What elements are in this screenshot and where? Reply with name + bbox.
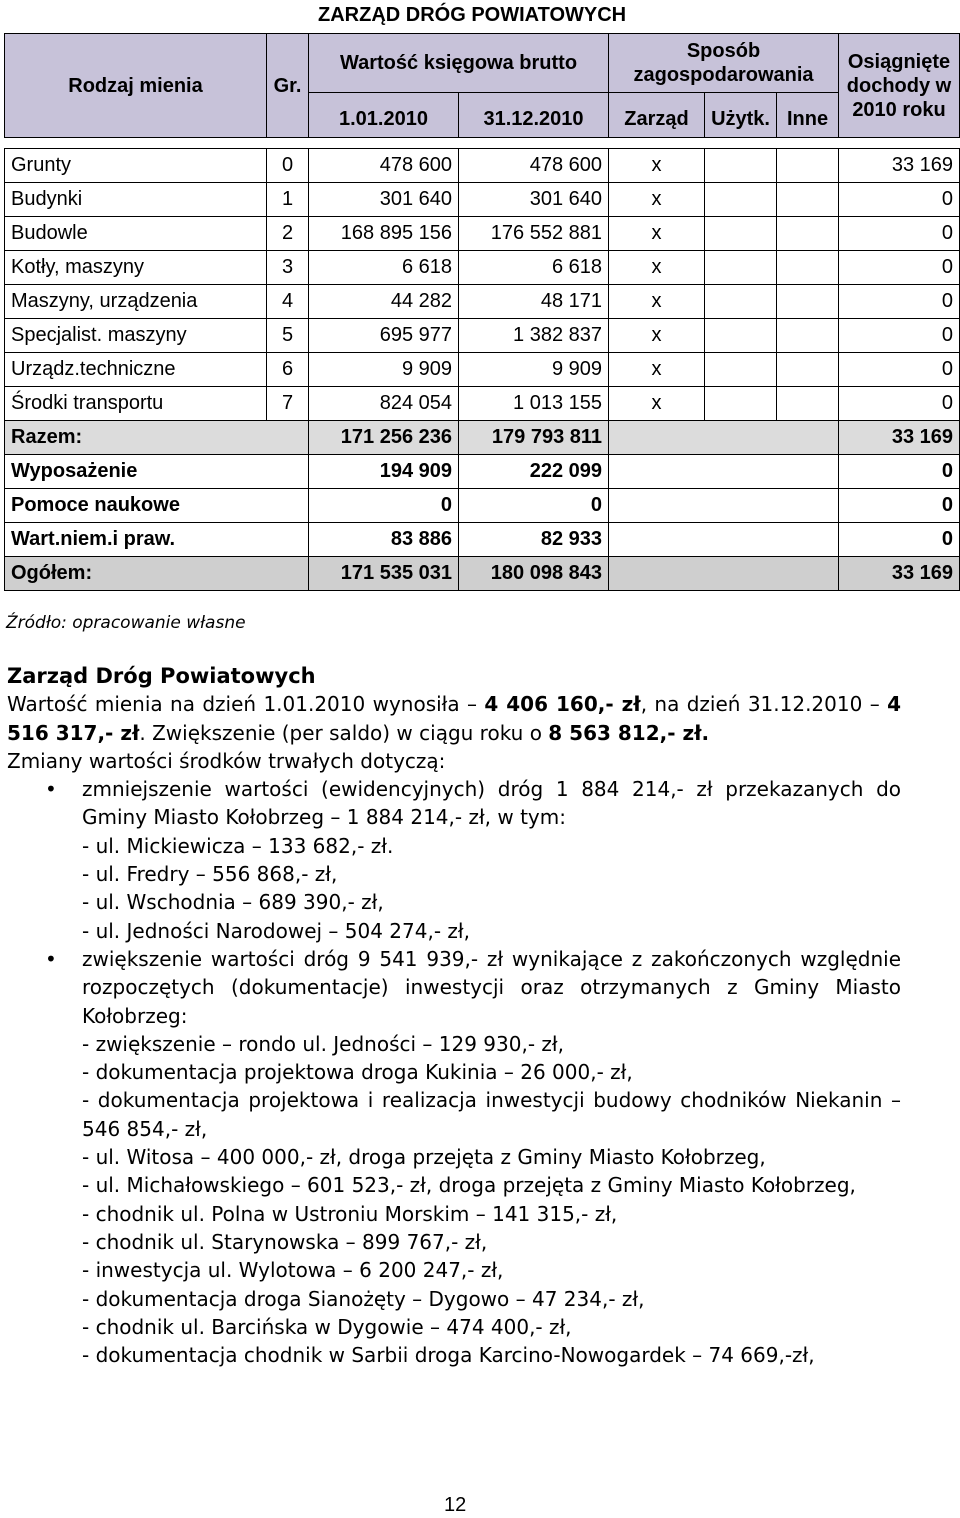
cell-gr: 0: [267, 149, 309, 183]
cell-dochody: 0: [839, 523, 960, 557]
bullet-increase-item: - zwiększenie – rondo ul. Jedności – 129 930,- zł,: [82, 1031, 564, 1056]
cell-uzytk: [705, 149, 777, 183]
cell-value-end: 6 618: [459, 251, 609, 285]
value-increase: 8 563 812,- zł.: [548, 720, 710, 745]
cell-rodzaj: Grunty: [5, 149, 267, 183]
cell-value-start: 6 618: [309, 251, 459, 285]
razem-row: [5, 421, 960, 455]
bullet-decrease-item: - ul. Wschodnia – 689 390,- zł,: [82, 890, 384, 915]
cell-gr: 4: [267, 285, 309, 319]
cell-value-start: 824 054: [309, 387, 459, 421]
bullet-decrease-text: • zmniejszenie wartości (ewidencyjnych) dróg 1 884 214,- zł przekazanych do Gminy Miasto Kołobrzeg – 1 884 214,- zł, w tym:: [82, 777, 901, 830]
bullet-decrease-item: - ul. Fredry – 556 868,- zł,: [82, 862, 338, 887]
bullet-increase-item: - dokumentacja projektowa droga Kukinia – 26 000,- zł,: [82, 1060, 633, 1085]
cell-inne: [777, 251, 839, 285]
changes-lead: Zmiany wartości środków trwałych dotyczą:: [7, 748, 446, 773]
cell-dochody: 0: [839, 387, 960, 421]
cell-rodzaj: Wart.niem.i praw.: [5, 523, 309, 557]
cell-uzytk: [705, 319, 777, 353]
cell-value-start: 9 909: [309, 353, 459, 387]
cell-uzytk: [705, 285, 777, 319]
bullet-increase-item: - chodnik ul. Barcińska w Dygowie – 474 400,- zł,: [82, 1314, 572, 1339]
bullet-increase-item: - chodnik ul. Polna w Ustroniu Morskim – 141 315,- zł,: [82, 1201, 618, 1226]
cell-value-end: 180 098 843: [459, 557, 609, 591]
cell-inne: [777, 387, 839, 421]
cell-dochody: 0: [839, 183, 960, 217]
cell-gr: 1: [267, 183, 309, 217]
cell-zarzad: x: [609, 251, 705, 285]
cell-value-start: 301 640: [309, 183, 459, 217]
header-wartosc: Wartość księgowa brutto: [309, 34, 609, 93]
header-gr: Gr.: [267, 34, 309, 138]
cell-value-end: 82 933: [459, 523, 609, 557]
cell-dochody: 0: [839, 353, 960, 387]
value-start: 4 406 160,- zł: [484, 692, 641, 717]
cell-dochody: 33 169: [839, 421, 960, 455]
cell-inne: [777, 217, 839, 251]
cell-sposob: [609, 523, 839, 557]
cell-value-start: 171 256 236: [309, 421, 459, 455]
cell-value-start: 44 282: [309, 285, 459, 319]
cell-zarzad: x: [609, 319, 705, 353]
cell-inne: [777, 319, 839, 353]
cell-zarzad: x: [609, 149, 705, 183]
cell-gr: 3: [267, 251, 309, 285]
header-inne: Inne: [777, 93, 839, 138]
intro-text-2: , na dzień 31.12.2010 –: [640, 692, 888, 717]
bullet-decrease-item: - ul. Jedności Narodowej – 504 274,- zł,: [82, 918, 470, 943]
table-row: [5, 523, 960, 557]
cell-gr: 5: [267, 319, 309, 353]
cell-rodzaj: Wyposażenie: [5, 455, 309, 489]
cell-value-start: 695 977: [309, 319, 459, 353]
table-row: [5, 183, 960, 217]
table-row: [5, 353, 960, 387]
cell-rodzaj: Ogółem:: [5, 557, 309, 591]
cell-zarzad: x: [609, 183, 705, 217]
cell-zarzad: x: [609, 353, 705, 387]
cell-inne: [777, 353, 839, 387]
cell-value-end: 179 793 811: [459, 421, 609, 455]
table-row: [5, 217, 960, 251]
table-source: Źródło: opracowanie własne: [6, 613, 246, 633]
cell-dochody: 0: [839, 319, 960, 353]
bullet-increase-text: • zwiększenie wartości dróg 9 541 939,- zł wynikające z zakończonych względnie rozpoczętych (dokumentacje) inwestycji oraz otrzymanych z Gminy Miasto Kołobrzeg:: [82, 946, 901, 1028]
intro-text-3: . Zwiększenie (per saldo) w ciągu roku o: [139, 720, 549, 745]
cell-zarzad: x: [609, 217, 705, 251]
bullet-increase-item: - ul. Michałowskiego – 601 523,- zł, droga przejęta z Gminy Miasto Kołobrzeg,: [82, 1173, 856, 1198]
cell-zarzad: x: [609, 387, 705, 421]
cell-gr: 2: [267, 217, 309, 251]
cell-value-end: 478 600: [459, 149, 609, 183]
cell-rodzaj: Pomoce naukowe: [5, 489, 309, 523]
cell-rodzaj: Budowle: [5, 217, 267, 251]
changes-list: [7, 775, 901, 1369]
table-row: [5, 387, 960, 421]
cell-zarzad: x: [609, 285, 705, 319]
intro-text-1: Wartość mienia na dzień 1.01.2010 wynosiła –: [7, 692, 485, 717]
assets-table: [4, 33, 960, 591]
bullet-increase-item: - chodnik ul. Starynowska – 899 767,- zł,: [82, 1229, 488, 1254]
cell-uzytk: [705, 251, 777, 285]
cell-dochody: 0: [839, 285, 960, 319]
cell-dochody: 0: [839, 489, 960, 523]
cell-rodzaj: Maszyny, urządzenia: [5, 285, 267, 319]
cell-dochody: 0: [839, 455, 960, 489]
table-row: [5, 489, 960, 523]
cell-value-end: 9 909: [459, 353, 609, 387]
table-row: [5, 285, 960, 319]
ogolem-row: [5, 557, 960, 591]
cell-sposob: [609, 489, 839, 523]
cell-inne: [777, 285, 839, 319]
cell-sposob: [609, 455, 839, 489]
bullet-increase-item: - dokumentacja projektowa i realizacja inwestycji budowy chodników Niekanin – 546 854,- zł,: [82, 1088, 901, 1141]
cell-value-end: 0: [459, 489, 609, 523]
table-body: [5, 149, 960, 591]
table-row: [5, 455, 960, 489]
cell-uzytk: [705, 217, 777, 251]
cell-gr: 6: [267, 353, 309, 387]
section-title: Zarząd Dróg Powiatowych: [7, 664, 316, 688]
cell-rodzaj: Kotły, maszyny: [5, 251, 267, 285]
bullet-increase: [7, 945, 901, 1369]
header-date2: 31.12.2010: [459, 93, 609, 138]
cell-value-end: 176 552 881: [459, 217, 609, 251]
header-sposob: Sposób zagospodarowania: [609, 34, 839, 93]
bullet-increase-item: - ul. Witosa – 400 000,- zł, droga przejęta z Gminy Miasto Kołobrzeg,: [82, 1145, 766, 1170]
cell-sposob: [609, 421, 839, 455]
cell-rodzaj: Urządz.techniczne: [5, 353, 267, 387]
cell-dochody: 33 169: [839, 149, 960, 183]
cell-value-start: 83 886: [309, 523, 459, 557]
cell-gr: 7: [267, 387, 309, 421]
cell-value-start: 0: [309, 489, 459, 523]
cell-rodzaj: Specjalist. maszyny: [5, 319, 267, 353]
table-row: [5, 319, 960, 353]
cell-value-end: 301 640: [459, 183, 609, 217]
header-dochody: Osiągnięte dochody w 2010 roku: [839, 34, 960, 138]
cell-rodzaj: Środki transportu: [5, 387, 267, 421]
header-uzytk: Użytk.: [705, 93, 777, 138]
cell-value-end: 48 171: [459, 285, 609, 319]
header-date1: 1.01.2010: [309, 93, 459, 138]
table-row: [5, 149, 960, 183]
cell-rodzaj: Razem:: [5, 421, 309, 455]
bullet-decrease-item: - ul. Mickiewicza – 133 682,- zł.: [82, 833, 394, 858]
bullet-increase-item: - inwestycja ul. Wylotowa – 6 200 247,- zł,: [82, 1258, 504, 1283]
bullet-increase-item: - dokumentacja chodnik w Sarbii droga Karcino-Nowogardek – 74 669,-zł,: [82, 1343, 815, 1368]
cell-uzytk: [705, 387, 777, 421]
cell-uzytk: [705, 353, 777, 387]
cell-dochody: 33 169: [839, 557, 960, 591]
table-caption: ZARZĄD DRÓG POWIATOWYCH: [318, 4, 627, 26]
cell-value-start: 171 535 031: [309, 557, 459, 591]
header-rodzaj: Rodzaj mienia: [5, 34, 267, 138]
cell-value-start: 194 909: [309, 455, 459, 489]
cell-inne: [777, 183, 839, 217]
cell-inne: [777, 149, 839, 183]
page-number: 12: [444, 1494, 467, 1516]
value-end: 4 516 317,- zł: [7, 692, 901, 745]
bullet-decrease: [7, 775, 901, 945]
cell-rodzaj: Budynki: [5, 183, 267, 217]
table-row: [5, 251, 960, 285]
cell-value-start: 478 600: [309, 149, 459, 183]
cell-value-end: 222 099: [459, 455, 609, 489]
cell-uzytk: [705, 183, 777, 217]
cell-dochody: 0: [839, 217, 960, 251]
intro-paragraph: [7, 690, 901, 747]
cell-value-end: 1 013 155: [459, 387, 609, 421]
cell-value-start: 168 895 156: [309, 217, 459, 251]
cell-sposob: [609, 557, 839, 591]
body-text: [7, 662, 901, 1369]
cell-value-end: 1 382 837: [459, 319, 609, 353]
header-gap: [5, 138, 960, 149]
cell-dochody: 0: [839, 251, 960, 285]
header-zarzad: Zarząd: [609, 93, 705, 138]
bullet-increase-item: - dokumentacja droga Sianożęty – Dygowo – 47 234,- zł,: [82, 1286, 645, 1311]
